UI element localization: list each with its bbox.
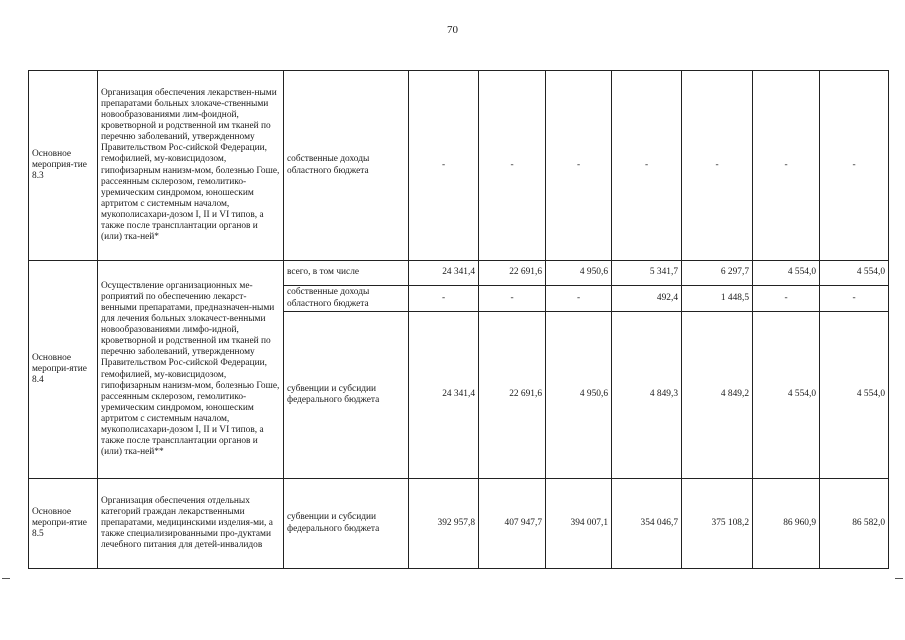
value-cell: - xyxy=(612,71,682,261)
page-number: 70 xyxy=(447,24,458,36)
value-cell: - xyxy=(820,286,889,312)
table-row xyxy=(29,71,889,261)
value-cell: 22 691,6 xyxy=(479,261,546,286)
value-cell: - xyxy=(546,71,612,261)
value-cell: - xyxy=(409,71,479,261)
value-cell: 407 947,7 xyxy=(479,479,546,569)
funding-source: субвенции и субсидии федерального бюджета xyxy=(284,312,409,479)
action-label: Основное меропри-ятие 8.5 xyxy=(29,479,98,569)
value-cell: 24 341,4 xyxy=(409,312,479,479)
value-cell: - xyxy=(546,286,612,312)
value-cell: 86 582,0 xyxy=(820,479,889,569)
value-cell: - xyxy=(682,71,753,261)
value-cell: - xyxy=(820,71,889,261)
value-cell: 354 046,7 xyxy=(612,479,682,569)
budget-table xyxy=(28,70,889,569)
value-cell: 22 691,6 xyxy=(479,312,546,479)
value-cell: 4 554,0 xyxy=(820,312,889,479)
value-cell: 5 341,7 xyxy=(612,261,682,286)
value-cell: 4 554,0 xyxy=(753,261,820,286)
value-cell: 1 448,5 xyxy=(682,286,753,312)
action-label: Основное мероприя-тие 8.3 xyxy=(29,71,98,261)
table-row xyxy=(29,479,889,569)
value-cell: - xyxy=(753,286,820,312)
value-cell: - xyxy=(409,286,479,312)
table-row xyxy=(29,261,889,286)
scan-edge-mark xyxy=(895,578,903,579)
value-cell: 4 950,6 xyxy=(546,261,612,286)
value-cell: 86 960,9 xyxy=(753,479,820,569)
action-label: Основное меропри-ятие 8.4 xyxy=(29,261,98,479)
funding-source: всего, в том числе xyxy=(284,261,409,286)
measure-description: Организация обеспечения лекарствен-ными препаратами больных злокаче-ственными новообразованиями лим-фоидной, кроветворной и родственной им тканей по перечню заболеваний, утвержденному Правительством Рос-сийской Федерации, гемофилией, му-ковисцидозом, гипофизарным нанизм-мом, болезнью Гоше, рассеянным склерозом, гемолитико-уремическим синдромом, юношеским артритом с системным началом, мукополисахари-дозом I, II и VI типов, а также после трансплантации органов и (или) тка-ней* xyxy=(98,71,284,261)
value-cell: 4 554,0 xyxy=(753,312,820,479)
funding-source: субвенции и субсидии федерального бюджета xyxy=(284,479,409,569)
value-cell: 4 849,3 xyxy=(612,312,682,479)
value-cell: 24 341,4 xyxy=(409,261,479,286)
value-cell: - xyxy=(753,71,820,261)
value-cell: 4 554,0 xyxy=(820,261,889,286)
value-cell: 392 957,8 xyxy=(409,479,479,569)
value-cell: 4 849,2 xyxy=(682,312,753,479)
value-cell: 4 950,6 xyxy=(546,312,612,479)
funding-source: собственные доходы областного бюджета xyxy=(284,71,409,261)
funding-source: собственные доходы областного бюджета xyxy=(284,286,409,312)
value-cell: - xyxy=(479,71,546,261)
value-cell: 492,4 xyxy=(612,286,682,312)
measure-description: Осуществление организационных ме-роприятий по обеспечению лекарст-венными препаратами, предназначен-ными для лечения больных злокачест-венными новообразованиями лимфо-идной, кроветворной и родственной им тканей по перечню заболеваний, утвержденному Правительством Рос-сийской Федерации, гемофилией, му-ковисцидозом, гипофизарным нанизм-мом, болезнью Гоше, рассеянным склерозом, гемолитико-уремическим синдромом, юношеским артритом с системным началом, мукополисахари-дозом I, II и VI типов, а также после трансплантации органов и (или) тка-ней** xyxy=(98,261,284,479)
value-cell: 6 297,7 xyxy=(682,261,753,286)
scan-edge-mark xyxy=(2,578,10,579)
measure-description: Организация обеспечения отдельных категорий граждан лекарственными препаратами, медицинскими изделия-ми, а также специализированными про-дуктами лечебного питания для детей-инвалидов xyxy=(98,479,284,569)
value-cell: - xyxy=(479,286,546,312)
value-cell: 375 108,2 xyxy=(682,479,753,569)
value-cell: 394 007,1 xyxy=(546,479,612,569)
